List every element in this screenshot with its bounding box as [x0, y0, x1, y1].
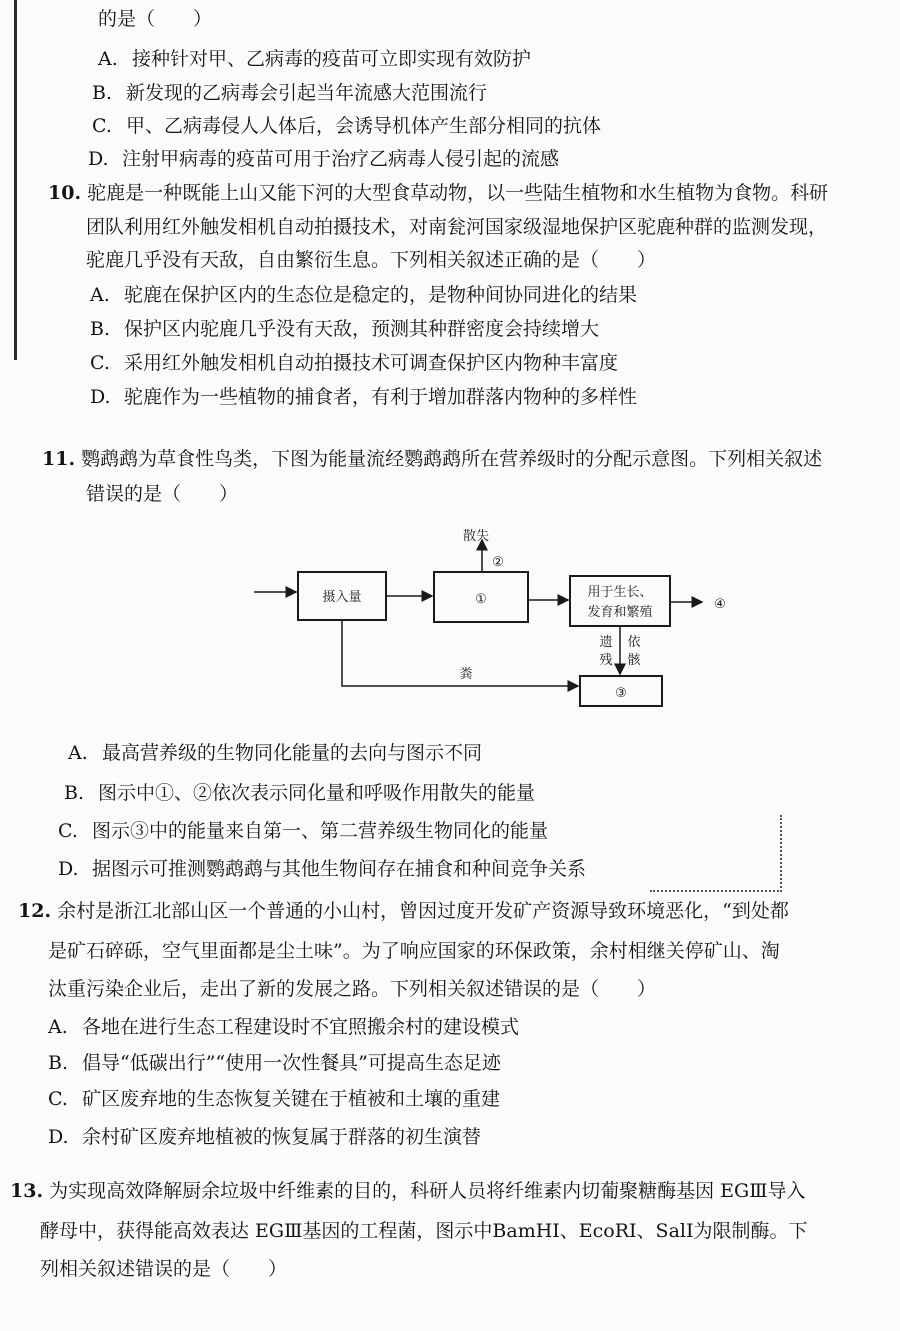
dotted-bracket [650, 815, 782, 892]
question-text: 为实现高效降解厨余垃圾中纤维素的目的，科研人员将纤维素内切葡聚糖酶基因 EGⅢ导入 [49, 1180, 806, 1202]
box-3-label: ③ [615, 686, 627, 701]
q9-option-a [98, 46, 531, 72]
option-text: 图示③中的能量来自第一、第二营养级生物同化的能量 [92, 820, 549, 842]
option-text: 新发现的乙病毒会引起当年流感大范围流行 [126, 82, 488, 104]
option-text: 矿区废弃地的生态恢复关键在于植被和土壤的重建 [82, 1088, 501, 1110]
circle-4-label: ④ [714, 597, 726, 612]
growth-label-1: 用于生长、 [587, 585, 653, 600]
option-text: 各地在进行生态工程建设时不宜照搬余村的建设模式 [82, 1016, 520, 1038]
remains-label-2: 残 [599, 653, 613, 668]
option-letter: B. [64, 782, 85, 804]
question-number: 10. [48, 182, 82, 204]
q10-stem-line-1 [48, 180, 828, 206]
question-number: 12. [18, 900, 52, 922]
q12-option-c [48, 1086, 500, 1112]
option-text: 采用红外触发相机自动拍摄技术可调查保护区内物种丰富度 [124, 352, 619, 374]
q10-option-b [90, 316, 599, 342]
q10-option-c [90, 350, 618, 376]
energy-flow-diagram [250, 528, 750, 718]
question-number: 13. [10, 1180, 44, 1202]
body-label-2: 骸 [627, 653, 641, 668]
q9-option-c [92, 113, 601, 139]
circle-2-label: ② [492, 555, 504, 570]
remains-label-1: 遗 [599, 635, 613, 650]
question-text: 余村是浙江北部山区一个普通的小山村，曾因过度开发矿产资源导致环境恶化，“到处都 [57, 900, 789, 922]
q11-stem-line-2: 错误的是（ ） [86, 483, 239, 505]
option-text: 余村矿区废弃地植被的恢复属于群落的初生演替 [82, 1126, 482, 1148]
growth-label-2: 发育和繁殖 [587, 605, 653, 620]
feces-label: 粪 [459, 667, 473, 682]
q13-stem-line-1 [10, 1178, 806, 1204]
option-letter: C. [92, 115, 112, 137]
option-letter: B. [90, 318, 111, 340]
q9-option-d [88, 146, 559, 172]
option-letter: B. [92, 82, 113, 104]
option-text: 驼鹿在保护区内的生态位是稳定的，是物种间协同进化的结果 [124, 284, 638, 306]
option-text: 据图示可推测鹦鹉鹉与其他生物间存在捕食和种间竞争关系 [92, 858, 587, 880]
q10-option-d [90, 384, 637, 410]
q12-option-d [48, 1124, 481, 1150]
q9-option-b [92, 80, 487, 106]
q11-option-c [58, 818, 548, 844]
option-text: 图示中①、②依次表示同化量和呼吸作用散失的能量 [98, 782, 536, 804]
box-1-label: ① [475, 592, 487, 607]
question-text: 鹦鹉鹉为草食性鸟类，下图为能量流经鹦鹉鹉所在营养级时的分配示意图。下列相关叙述 [81, 448, 823, 470]
option-text: 最高营养级的生物同化能量的去向与图示不同 [102, 742, 483, 764]
option-letter: A. [98, 48, 118, 70]
question-text: 驼鹿是一种既能上山又能下河的大型食草动物，以一些陆生植物和水生植物为食物。科研 [87, 182, 829, 204]
question-number: 11. [42, 448, 76, 470]
q13-stem-line-3: 列相关叙述错误的是（ ） [40, 1258, 288, 1280]
q11-stem-line-1 [42, 446, 822, 472]
option-letter: C. [58, 820, 78, 842]
q10-option-a [90, 282, 637, 308]
option-letter: A. [48, 1016, 68, 1038]
option-letter: A. [90, 284, 110, 306]
q11-option-d [58, 856, 586, 882]
q12-option-b [48, 1050, 501, 1076]
q11-option-b [64, 780, 535, 806]
option-text: 倡导“低碳出行”“使用一次性餐具”可提高生态足迹 [82, 1052, 501, 1074]
option-text: 驼鹿作为一些植物的捕食者，有利于增加群落内物种的多样性 [124, 386, 638, 408]
q11-option-a [68, 740, 482, 766]
intake-label: 摄入量 [322, 590, 362, 605]
q12-option-a [48, 1014, 519, 1040]
q9-stem-tail: 的是（ ） [98, 8, 213, 30]
option-letter: C. [90, 352, 110, 374]
option-text: 保护区内驼鹿几乎没有天敌，预测其种群密度会持续增大 [124, 318, 600, 340]
option-letter: A. [68, 742, 88, 764]
option-text: 甲、乙病毒侵人人体后，会诱导机体产生部分相同的抗体 [126, 115, 602, 137]
body-label-1: 依 [627, 635, 641, 650]
q10-stem-line-3: 驼鹿几乎没有天敌，自由繁衍生息。下列相关叙述正确的是（ ） [86, 249, 657, 271]
option-letter: D. [88, 148, 109, 170]
q12-stem-line-3: 汰重污染企业后，走出了新的发展之路。下列相关叙述错误的是（ ） [48, 978, 657, 1000]
option-text: 注射甲病毒的疫苗可用于治疗乙病毒人侵引起的流感 [122, 148, 560, 170]
q12-stem-line-2: 是矿石碎砾，空气里面都是尘土味”。为了响应国家的环保政策，余村相继关停矿山、淘 [48, 940, 780, 962]
margin-line [14, 0, 17, 360]
option-letter: D. [90, 386, 111, 408]
option-letter: D. [48, 1126, 69, 1148]
option-letter: C. [48, 1088, 68, 1110]
q12-stem-line-1 [18, 898, 789, 924]
option-letter: D. [58, 858, 79, 880]
q13-stem-line-2: 酵母中，获得能高效表达 EGⅢ基因的工程菌，图示中BamHⅠ、EcoRⅠ、SalⅠ为限制酶。下 [40, 1220, 808, 1242]
option-letter: B. [48, 1052, 69, 1074]
q10-stem-line-2: 团队利用红外触发相机自动拍摄技术，对南瓮河国家级湿地保护区驼鹿种群的监测发现， [86, 216, 828, 238]
lost-label: 散失 [462, 529, 490, 544]
option-text: 接种针对甲、乙病毒的疫苗可立即实现有效防护 [132, 48, 532, 70]
